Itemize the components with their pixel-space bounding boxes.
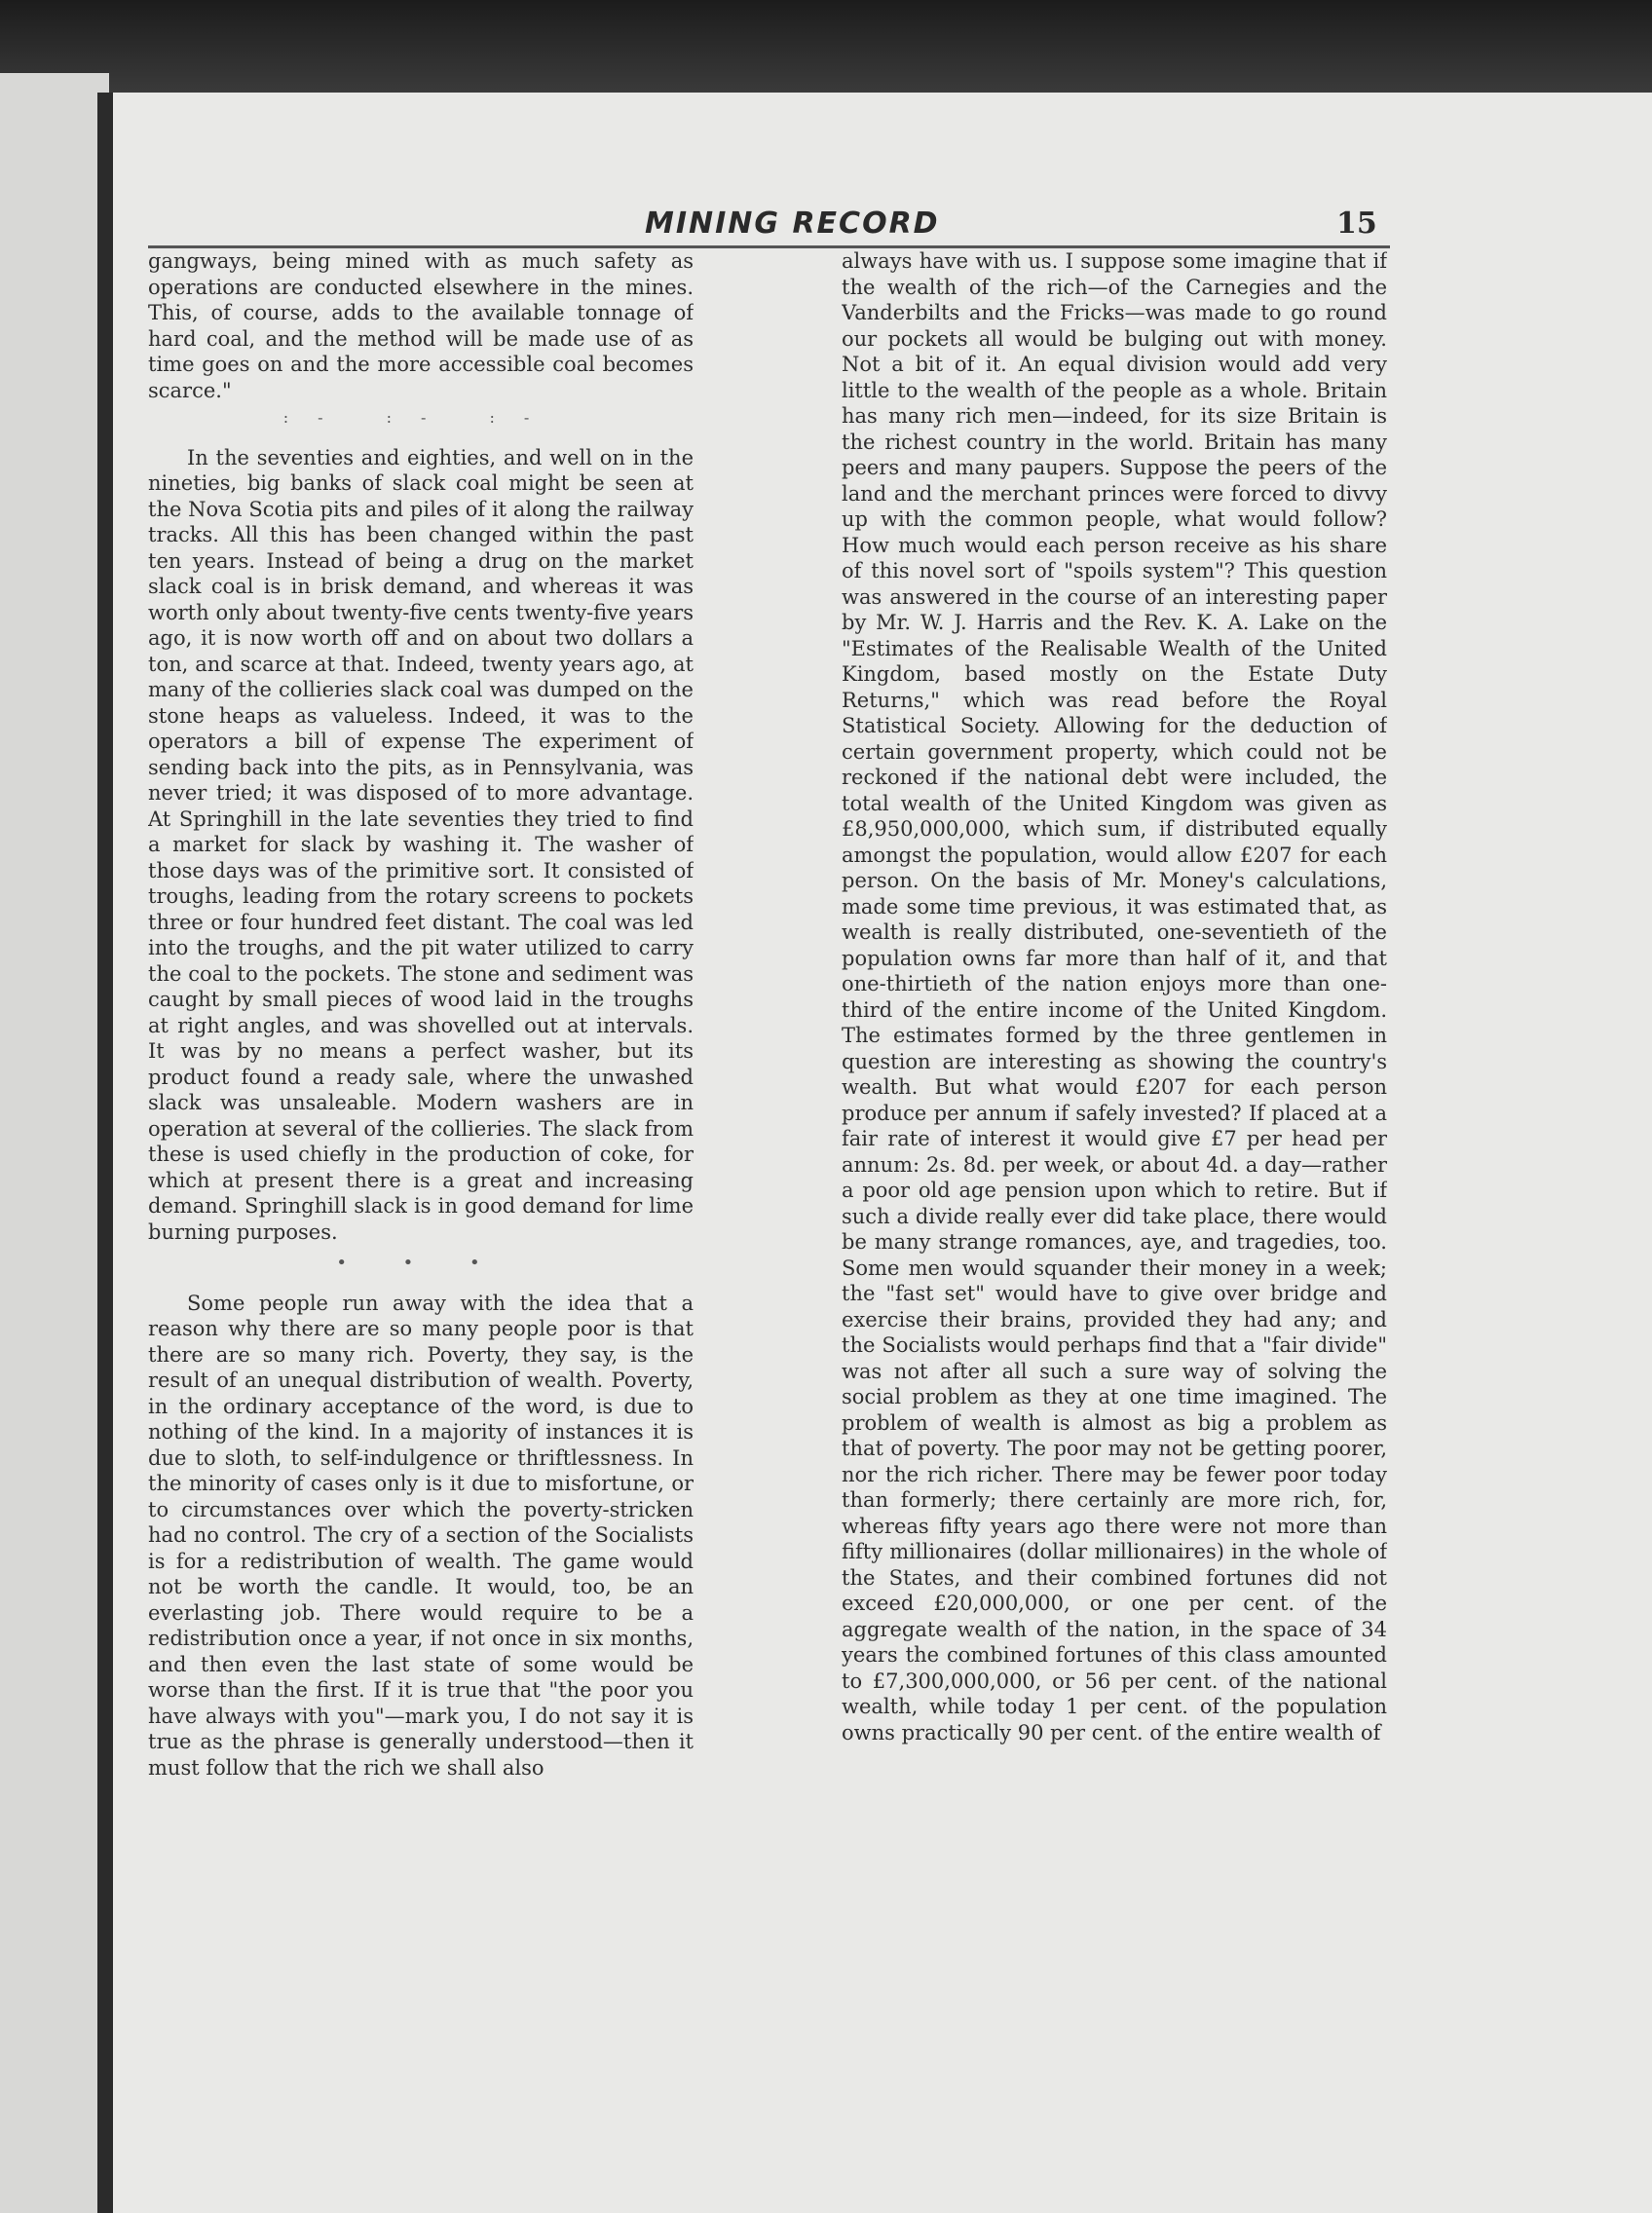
running-title: MINING RECORD: [645, 206, 940, 241]
page-header: [148, 206, 1387, 245]
paragraph: In the seventies and eighties, and well on in the nineties, big banks of slack coal might be seen at the Nova Scotia pits and piles of it along the railway tracks. All this has been changed within the past ten years. Instead of being a drug on the market slack coal is in brisk demand, and whereas it was worth only about twenty-five cents twenty-five years ago, it is now worth off and on about two dollars a ton, and scarce at that. Indeed, twenty years ago, at many of the collieries slack coal was dumped on the stone heaps as valueless. Indeed, it was to the operators a bill of expense The experiment of sending back into the pits, as in Pennsylvania, was never tried; it was disposed of to more advantage. At Springhill in the late seventies they tried to find a market for slack by washing it. The washer of those days was of the primitive sort. It consisted of troughs, leading from the rotary screens to pockets three or four hundred feet distant. The coal was led into the troughs, and the pit water utilized to carry the coal to the pockets. The stone and sediment was caught by small pieces of wood laid in the troughs at right angles, and was shovelled out at intervals. It was by no means a perfect washer, but its product found a ready sale, where the unwashed slack was unsaleable. Modern washers are in operation at several of the collieries. The slack from these is used chiefly in the production of coke, for which at present there is a great and increasing demand. Springhill slack is in good demand for lime burning purposes.: [148, 445, 694, 1244]
paragraph: always have with us. I suppose some imagine that if the wealth of the rich—of the Carnegies and the Vanderbilts and the Fricks—was made to go round our pockets all would be bulging out with money. Not a bit of it. An equal division would add very little to the wealth of the people as a whole. Britain has many rich men—indeed, for its size Britain is the richest country in the world. Britain has many peers and many paupers. Suppose the peers of the land and the merchant princes were forced to divvy up with the common people, what would follow? How much would each person receive as his share of this novel sort of "spoils system"? This question was answered in the course of an interesting paper by Mr. W. J. Harris and the Rev. K. A. Lake on the "Estimates of the Realisable Wealth of the United Kingdom, based mostly on the Estate Duty Returns," which was read before the Royal Statistical Society. Allowing for the deduction of certain government property, which could not be reckoned if the national debt were included, the total wealth of the United Kingdom was given as £8,950,000,000, which sum, if distributed equally amongst the population, would allow £207 for each person. On the basis of Mr. Money's calculations, made some time previous, it was estimated that, as wealth is really distributed, one-seventieth of the population owns far more than half of it, and that one-thirtieth of the nation enjoys more than one-third of the entire income of the United Kingdom. The estimates formed by the three gentlemen in question are interesting as showing the country's wealth. But what would £207 for each person produce per annum if safely invested? If placed at a fair rate of interest it would give £7 per head per annum: 2s. 8d. per week, or about 4d. a day—rather a poor old age pension upon which to retire. But if such a divide really ever did take place, there would be many strange romances, aye, and tragedies, too. Some men would squander their money in a week; the "fast set" would have to give over bridge and exercise their brains, provided they had any; and the Socialists would perhaps find that a "fair divide" was not after all such a sure way of solving the social problem as they at one time imagined. The problem of wealth is almost as big a problem as that of poverty. The poor may not be getting poorer, nor the rich richer. There may be fewer poor today than formerly; there certainly are more rich, for, whereas fifty years ago there were not more than fifty millionaires (dollar millionaires) in the whole of the States, and their combined fortunes did not exceed £20,000,000, or one per cent. of the aggregate wealth of the nation, in the space of 34 years the combined fortunes of this class amounted to £7,300,000,000, or 56 per cent. of the national wealth, while today 1 per cent. of the population owns practically 90 per cent. of the entire wealth of: [842, 249, 1387, 1744]
scan-top-band: [0, 0, 1652, 93]
page-number: 15: [1336, 206, 1377, 241]
right-column: [842, 248, 1387, 2041]
paragraph: gangways, being mined with as much safety as operations are conducted elsewhere in the mines. This, of course, adds to the available tonnage of hard coal, and the method will be made use of as time goes on and the more accessible coal becomes scarce.": [148, 249, 694, 402]
paragraph: Some people run away with the idea that a reason why there are so many people poor is that there are so many rich. Poverty, they say, is the result of an unequal distribution of wealth. Poverty, in the ordinary acceptance of the word, is due to nothing of the kind. In a majority of instances it is due to sloth, to self-indulgence or thriftlessness. In the minority of cases only is it due to misfortune, or to circumstances over which the poverty-stricken had no control. The cry of a section of the Socialists is for a redistribution of wealth. The game would not be worth the candle. It would, too, be an everlasting job. There would require to be a redistribution once a year, if not once in six months, and then even the last state of some would be worse than the first. If it is true that "the poor you have always with you"—mark you, I do not say it is true as the phrase is generally understood—then it must follow that the rich we shall also: [148, 1291, 694, 1780]
section-separator: :- :- :-: [282, 408, 559, 427]
section-separator: • • •: [336, 1253, 506, 1273]
left-column: [148, 248, 694, 2041]
facing-page-edge: [0, 73, 109, 2213]
binding-spine: [97, 93, 113, 2213]
